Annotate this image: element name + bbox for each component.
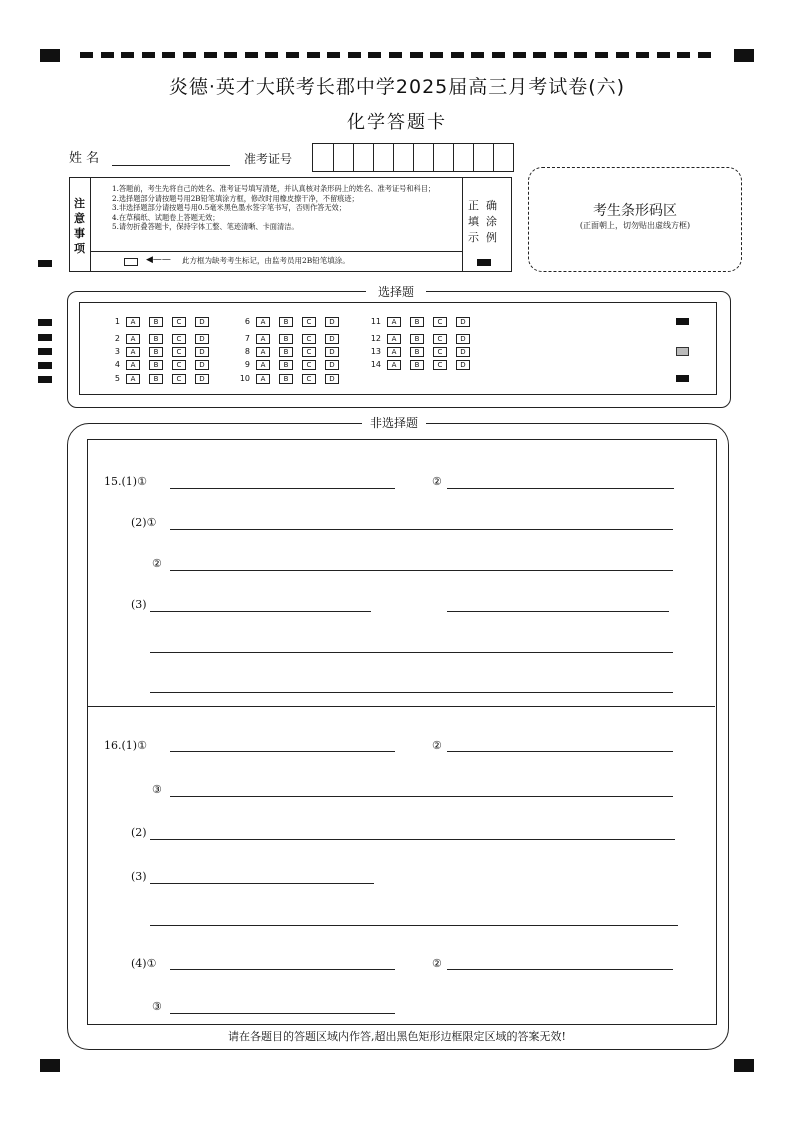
timing-mark	[80, 52, 93, 58]
exam-no-boxes[interactable]	[312, 143, 514, 172]
mc-option-bubble[interactable]: C	[433, 317, 447, 327]
timing-mark	[121, 52, 134, 58]
mc-mark	[676, 318, 689, 325]
timing-mark	[162, 52, 175, 58]
q15-1-1-answer[interactable]	[170, 488, 395, 489]
mc-option-bubble[interactable]: A	[126, 334, 140, 344]
mc-question-row	[104, 373, 218, 385]
timing-mark	[142, 52, 155, 58]
mc-question-number: 4	[114, 360, 120, 369]
mc-mark	[38, 348, 52, 355]
timing-mark	[410, 52, 423, 58]
mc-question-row	[104, 333, 218, 345]
mc-option-bubble[interactable]: B	[279, 334, 293, 344]
mc-option-bubble[interactable]: A	[256, 360, 270, 370]
mc-option-bubble[interactable]: C	[172, 360, 186, 370]
mc-option-bubble[interactable]: C	[302, 360, 316, 370]
mc-question-number: 8	[244, 347, 250, 356]
timing-mark	[204, 52, 217, 58]
name-field[interactable]	[112, 165, 230, 166]
notes-label: 注 意 事 项	[74, 197, 85, 255]
timing-mark	[616, 52, 629, 58]
side-mark	[38, 260, 52, 267]
q16-1-1-answer[interactable]	[170, 751, 395, 752]
timing-mark	[513, 52, 526, 58]
mc-option-bubble[interactable]: B	[279, 360, 293, 370]
timing-mark	[224, 52, 237, 58]
corner-mark-top-left	[40, 49, 60, 62]
card-subtitle: 化学答题卡	[347, 112, 447, 133]
q16-2-label: (2)	[131, 826, 147, 839]
exam-no-label: 准考证号	[244, 152, 293, 166]
mc-question-row	[104, 316, 218, 328]
mc-option-bubble[interactable]: B	[410, 317, 424, 327]
mc-question-row	[365, 333, 479, 345]
mc-option-bubble[interactable]: A	[387, 347, 401, 357]
q16-4-3-answer[interactable]	[170, 1013, 395, 1014]
mc-option-bubble[interactable]: B	[279, 374, 293, 384]
exam-no-digit-box[interactable]	[473, 144, 474, 171]
mc-option-bubble[interactable]: B	[410, 334, 424, 344]
corner-mark-bottom-left	[40, 1059, 60, 1072]
mc-question-number: 13	[370, 347, 381, 356]
mc-option-bubble[interactable]: D	[325, 334, 339, 344]
mc-option-bubble[interactable]: B	[149, 347, 163, 357]
q16-1-2-answer[interactable]	[447, 751, 673, 752]
exam-no-digit-box[interactable]	[453, 144, 454, 171]
mc-question-row	[365, 346, 479, 358]
timing-mark	[636, 52, 649, 58]
mc-question-number: 2	[114, 334, 120, 343]
mc-option-bubble[interactable]: A	[126, 317, 140, 327]
q16-1-3-label: ③	[152, 783, 162, 796]
mc-option-bubble[interactable]: D	[456, 360, 470, 370]
mc-option-bubble[interactable]: C	[172, 334, 186, 344]
absent-arrow-icon: ◀——	[146, 255, 171, 265]
mc-question-number: 9	[244, 360, 250, 369]
q15-label: 15.(1)①	[104, 475, 147, 488]
q16-2-answer[interactable]	[150, 839, 675, 840]
mc-option-bubble[interactable]: B	[149, 374, 163, 384]
q16-4-3-label: ③	[152, 1000, 162, 1013]
timing-mark	[595, 52, 608, 58]
notes-box	[69, 177, 512, 272]
mc-question-row	[104, 346, 218, 358]
mc-option-bubble[interactable]: A	[256, 334, 270, 344]
q15-3-answer[interactable]	[447, 611, 669, 612]
timing-mark	[245, 52, 258, 58]
mc-option-bubble[interactable]: A	[387, 334, 401, 344]
mc-mark-gray	[676, 347, 689, 356]
mc-option-bubble[interactable]: A	[126, 347, 140, 357]
mc-option-bubble[interactable]: D	[325, 374, 339, 384]
mc-mark	[676, 375, 689, 382]
timing-mark	[492, 52, 505, 58]
nonmc-title: 非选择题	[362, 414, 426, 431]
q15-2-2-label: ②	[152, 557, 162, 570]
barcode-area	[528, 167, 742, 272]
absent-box[interactable]	[124, 258, 138, 266]
timing-mark	[430, 52, 443, 58]
footer-warning: 请在各题目的答题区域内作答,超出黑色矩形边框限定区域的答案无效!	[228, 1030, 566, 1043]
mc-option-bubble[interactable]: B	[149, 334, 163, 344]
q15-1-2-answer[interactable]	[447, 488, 674, 489]
mc-question-row	[234, 359, 348, 371]
mc-option-bubble[interactable]: D	[325, 347, 339, 357]
mc-option-bubble[interactable]: D	[195, 317, 209, 327]
q16-4-2-answer[interactable]	[447, 969, 673, 970]
timing-mark	[389, 52, 402, 58]
mc-mark	[38, 334, 52, 341]
mc-option-bubble[interactable]: A	[256, 317, 270, 327]
exam-no-digit-box[interactable]	[373, 144, 374, 171]
mc-question-number: 3	[114, 347, 120, 356]
mc-question-number: 5	[114, 374, 120, 383]
name-label: 姓 名	[69, 151, 100, 166]
timing-mark	[657, 52, 670, 58]
exam-no-digit-box[interactable]	[433, 144, 434, 171]
mc-option-bubble[interactable]: D	[195, 360, 209, 370]
mc-option-bubble[interactable]: D	[325, 360, 339, 370]
mc-question-row	[234, 316, 348, 328]
exam-no-digit-box[interactable]	[353, 144, 354, 171]
mc-option-bubble[interactable]: C	[172, 317, 186, 327]
notes-list: 1.答题前，考生先将自己的姓名、准考证号填写清楚，并认真核对条形码上的姓名、准考证号和科目； 2.选择题部分请按题号用2B铅笔填涂方框，修改时用橡皮擦干净，不留痕迹； 3.非选择题部分请按题号用0.5毫米黑色墨水签字笔书写，否则作答无效； 4.在草稿纸、试题卷上答题无效； 5.请勿折叠答题卡，保持字体工整、笔迹清晰、卡面清洁。	[112, 184, 436, 231]
mc-question-row	[365, 316, 479, 328]
mc-option-bubble[interactable]: A	[126, 360, 140, 370]
correct-example-mark	[477, 259, 491, 266]
q16-3-answer[interactable]	[150, 925, 678, 926]
mc-option-bubble[interactable]: C	[302, 374, 316, 384]
mc-option-bubble[interactable]: D	[456, 334, 470, 344]
mc-question-row	[234, 333, 348, 345]
barcode-hint: (正面朝上，切勿贴出虚线方框)	[579, 221, 691, 230]
q15-3-answer[interactable]	[150, 652, 673, 653]
mc-option-bubble[interactable]: C	[433, 347, 447, 357]
mc-option-bubble[interactable]: B	[149, 360, 163, 370]
mc-option-bubble[interactable]: B	[279, 347, 293, 357]
timing-mark	[101, 52, 114, 58]
mc-question-number: 6	[244, 317, 250, 326]
mc-question-row	[104, 359, 218, 371]
corner-mark-bottom-right	[734, 1059, 754, 1072]
mc-option-bubble[interactable]: B	[410, 347, 424, 357]
exam-no-digit-box[interactable]	[393, 144, 394, 171]
mc-question-number: 7	[244, 334, 250, 343]
mc-question-number: 11	[370, 317, 381, 326]
q16-1-2-label: ②	[432, 739, 442, 752]
mc-mark	[38, 362, 52, 369]
mc-option-bubble[interactable]: C	[172, 374, 186, 384]
timing-mark	[471, 52, 484, 58]
q16-1-3-answer[interactable]	[170, 796, 673, 797]
mc-mark	[38, 319, 52, 326]
page-title: 炎德·英才大联考长郡中学2025届高三月考试卷(六)	[168, 76, 626, 98]
timing-mark	[677, 52, 690, 58]
corner-mark-top-right	[734, 49, 754, 62]
mc-option-bubble[interactable]: D	[195, 374, 209, 384]
q16-label: 16.(1)①	[104, 739, 147, 752]
exam-no-digit-box[interactable]	[493, 144, 494, 171]
q15-2-2-answer[interactable]	[170, 570, 673, 571]
question-divider	[87, 706, 715, 707]
mc-question-number: 1	[114, 317, 120, 326]
timing-mark	[327, 52, 340, 58]
mc-option-bubble[interactable]: A	[387, 317, 401, 327]
mc-option-bubble[interactable]: D	[195, 334, 209, 344]
absent-note: 此方框为缺考考生标记，由监考员用2B铅笔填涂。	[182, 256, 350, 265]
timing-mark	[368, 52, 381, 58]
q15-3-answer[interactable]	[150, 692, 673, 693]
q15-3-label: (3)	[131, 598, 147, 611]
timing-mark	[183, 52, 196, 58]
mc-option-bubble[interactable]: C	[433, 360, 447, 370]
q15-2-label: (2)①	[131, 516, 157, 529]
timing-mark	[265, 52, 278, 58]
mc-option-bubble[interactable]: D	[325, 317, 339, 327]
mc-option-bubble[interactable]: C	[172, 347, 186, 357]
mc-option-bubble[interactable]: B	[279, 317, 293, 327]
mc-option-bubble[interactable]: D	[456, 347, 470, 357]
mc-option-bubble[interactable]: A	[256, 347, 270, 357]
mc-title: 选择题	[366, 283, 426, 300]
timing-mark	[533, 52, 546, 58]
q16-4-1-answer[interactable]	[170, 969, 395, 970]
barcode-title: 考生条形码区	[593, 203, 677, 219]
timing-mark	[348, 52, 361, 58]
mc-question-number: 10	[239, 374, 250, 383]
mc-option-bubble[interactable]: B	[410, 360, 424, 370]
mc-option-bubble[interactable]: C	[433, 334, 447, 344]
q15-3-answer[interactable]	[150, 611, 371, 612]
q16-4-2-label: ②	[432, 957, 442, 970]
mc-option-bubble[interactable]: A	[126, 374, 140, 384]
exam-no-digit-box[interactable]	[333, 144, 334, 171]
mc-question-row	[365, 359, 479, 371]
q15-2-1-answer[interactable]	[170, 529, 673, 530]
timing-mark	[574, 52, 587, 58]
mc-mark	[38, 376, 52, 383]
mc-option-bubble[interactable]: D	[456, 317, 470, 327]
q16-4-label: (4)①	[131, 957, 157, 970]
timing-mark	[307, 52, 320, 58]
mc-option-bubble[interactable]: A	[256, 374, 270, 384]
mc-option-bubble[interactable]: D	[195, 347, 209, 357]
mc-question-number: 14	[370, 360, 381, 369]
q15-1-2-label: ②	[432, 475, 442, 488]
timing-mark	[554, 52, 567, 58]
mc-question-row	[234, 346, 348, 358]
q16-3-answer[interactable]	[150, 883, 374, 884]
timing-mark	[451, 52, 464, 58]
mc-option-bubble[interactable]: A	[387, 360, 401, 370]
timing-mark	[286, 52, 299, 58]
q16-3-label: (3)	[131, 870, 147, 883]
mc-question-row	[234, 373, 348, 385]
mc-option-bubble[interactable]: B	[149, 317, 163, 327]
mc-option-bubble[interactable]: C	[302, 347, 316, 357]
answer-box	[87, 439, 717, 1025]
timing-mark	[698, 52, 711, 58]
correct-example-label: 正 确 填 涂 示 例	[468, 199, 497, 244]
exam-no-digit-box[interactable]	[413, 144, 414, 171]
mc-question-number: 12	[370, 334, 381, 343]
mc-option-bubble[interactable]: C	[302, 334, 316, 344]
mc-option-bubble[interactable]: C	[302, 317, 316, 327]
